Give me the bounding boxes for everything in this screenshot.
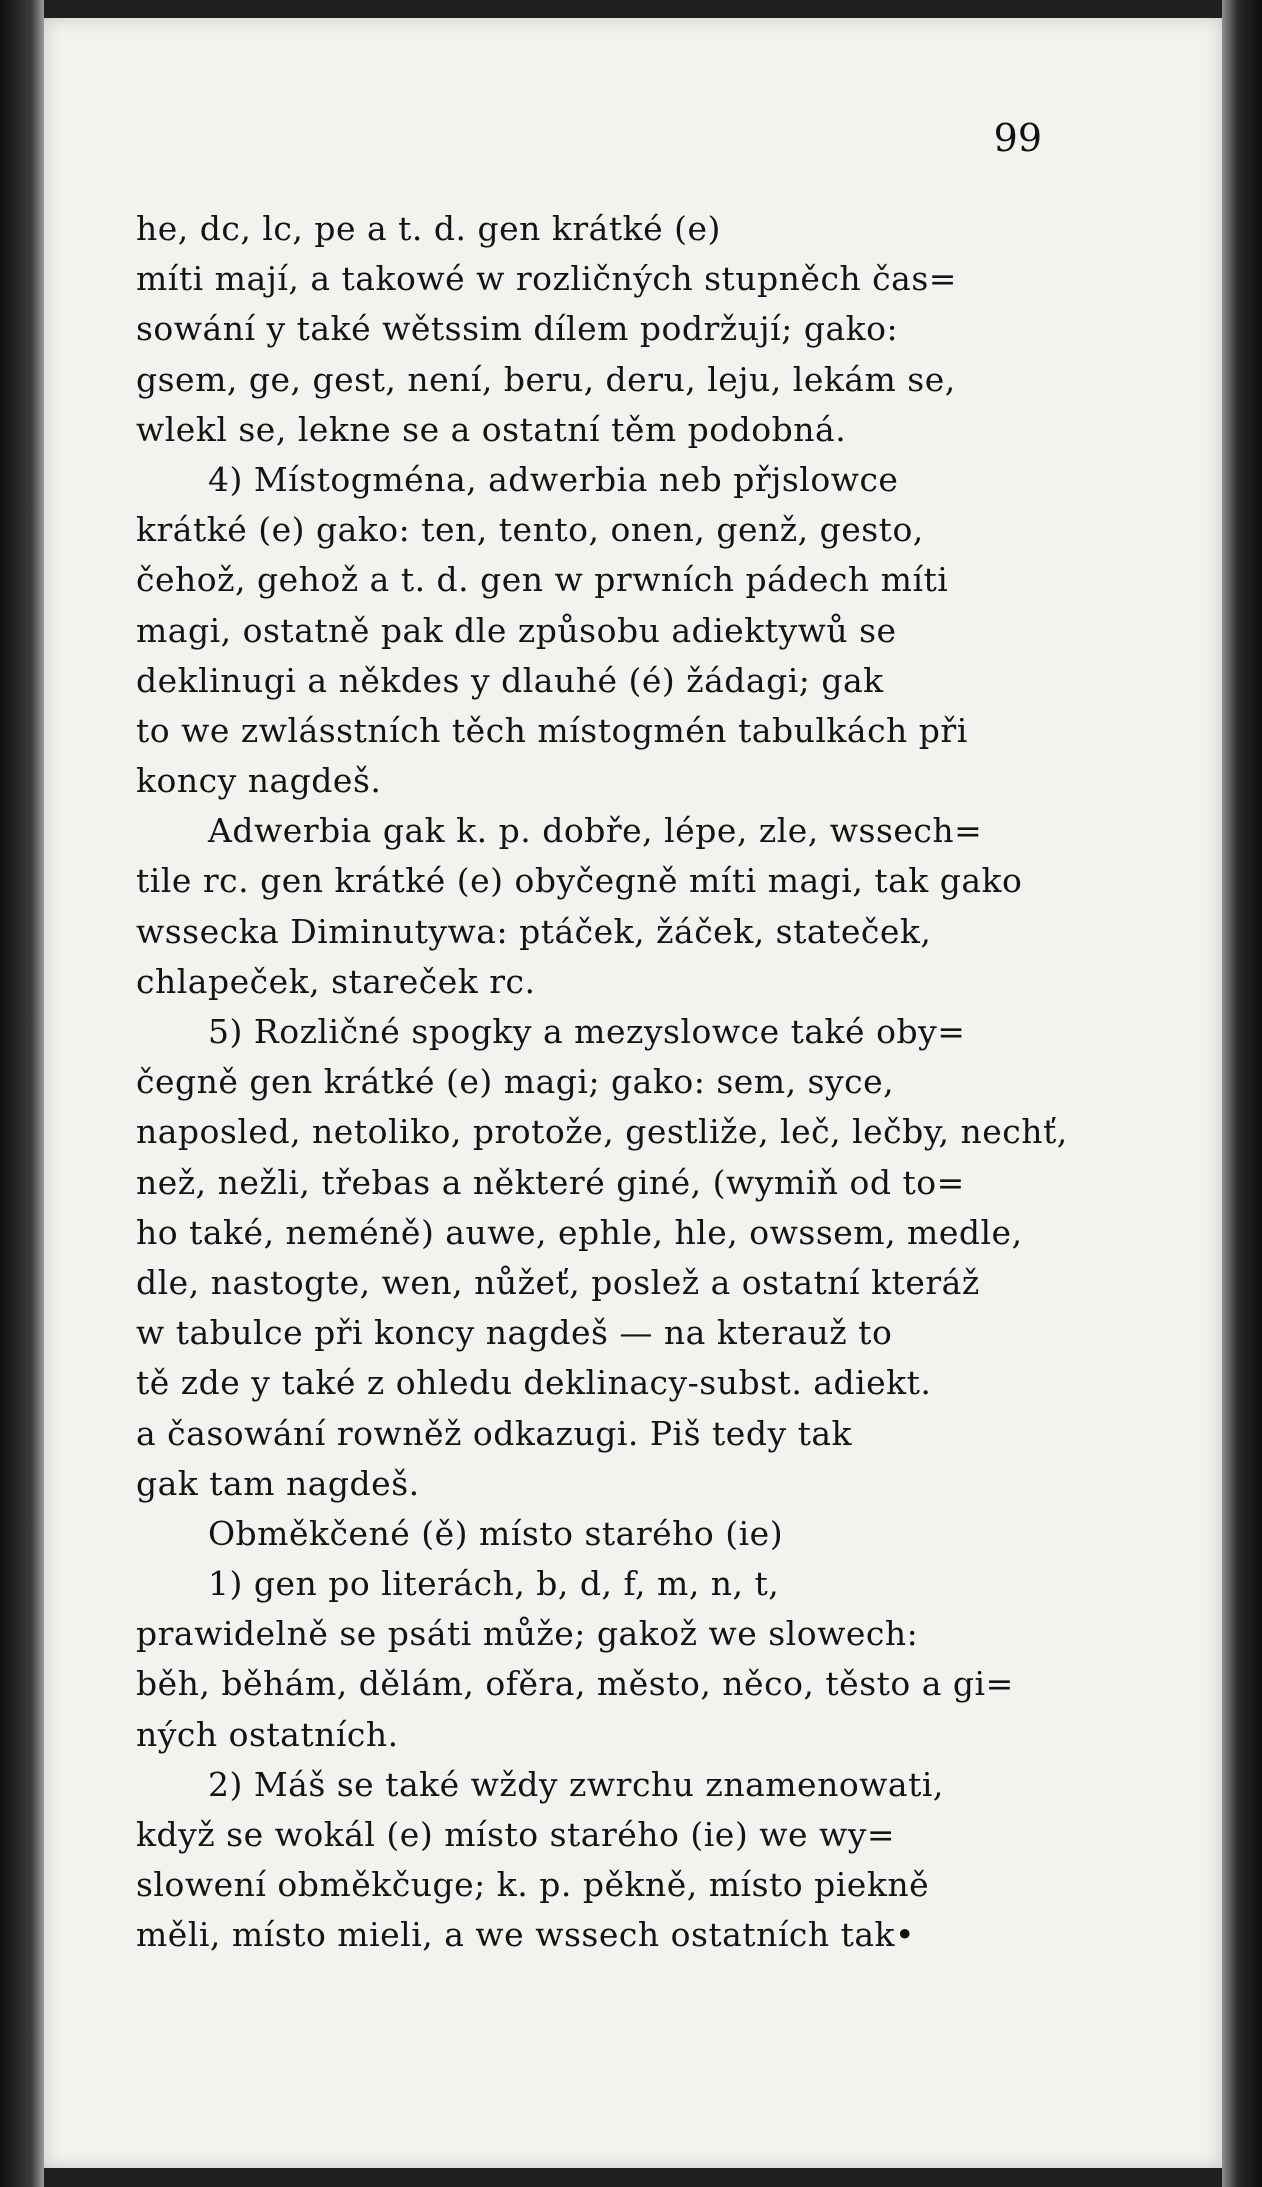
text-line: dle, nastogte, wen, nůžeť, poslež a ostatní kteráž <box>136 1262 980 1302</box>
text-line: 1) gen po literách, b, d, f, m, n, t, <box>208 1564 780 1604</box>
text-line: he, dc, lc, pe a t. d. gen krátké (e) <box>136 209 721 248</box>
text-line: gak tam nagdeš. <box>136 1463 420 1503</box>
page-number: 99 <box>993 116 1042 160</box>
text-line: běh, běhám, dělám, ofěra, město, něco, těsto a gi= <box>136 1664 1014 1704</box>
text-line: ných ostatních. <box>136 1714 399 1754</box>
text-line: w tabulce při koncy nagdeš — na kterauž to <box>136 1313 893 1353</box>
text-line: prawidelně se psáti může; gakož we slowech: <box>136 1614 919 1654</box>
text-line: sowání y také wětssim dílem podržují; gako: <box>136 309 899 349</box>
page-text-block <box>136 204 1136 1961</box>
text-line: deklinugi a někdes y dlauhé (é) žádagi; gak <box>136 660 884 700</box>
text-line: čehož, gehož a t. d. gen w prwních pádech míti <box>136 560 949 600</box>
text-line: 4) Místogména, adwerbia neb přjslowce <box>208 459 899 499</box>
text-line: měli, místo mieli, a we wssech ostatních tak• <box>136 1915 916 1955</box>
text-line: krátké (e) gako: ten, tento, onen, genž, gesto, <box>136 510 924 550</box>
text-line: ho také, neméně) auwe, ephle, hle, owssem, medle, <box>136 1212 1023 1252</box>
text-line: Obměkčené (ě) místo starého (ie) <box>208 1513 784 1553</box>
text-line: naposled, netoliko, protože, gestliže, leč, lečby, nechť, <box>136 1112 1068 1152</box>
text-line: 2) Máš se také wždy zwrchu znamenowati, <box>208 1764 944 1804</box>
text-line: to we zwlásstních těch místogmén tabulkách při <box>136 710 968 750</box>
text-line: čegně gen krátké (e) magi; gako: sem, syce, <box>136 1062 895 1102</box>
text-line: chlapeček, stareček rc. <box>136 961 536 1001</box>
scan-right-edge <box>1222 0 1262 2187</box>
text-line: míti mají, a takowé w rozličných stupněch čas= <box>136 259 957 299</box>
text-line: slowení obměkčuge; k. p. pěkně, místo piekně <box>136 1865 930 1905</box>
text-line: wlekl se, lekne se a ostatní těm podobná. <box>136 409 847 449</box>
text-line: Adwerbia gak k. p. dobře, lépe, zle, wssech= <box>208 811 983 851</box>
text-line: magi, ostatně pak dle způsobu adiektywů se <box>136 610 897 650</box>
scan-left-edge <box>0 0 44 2187</box>
text-line: než, nežli, třebas a některé giné, (wymiň od to= <box>136 1162 965 1202</box>
text-line: 5) Rozličné spogky a mezyslowce také oby= <box>208 1012 966 1051</box>
text-line: tě zde y také z ohledu deklinacy-subst. adiekt. <box>136 1363 932 1403</box>
text-line: když se wokál (e) místo starého (ie) we wy= <box>136 1815 896 1854</box>
text-line: wssecka Diminutywa: ptáček, žáček, stateček, <box>136 911 932 951</box>
text-line: tile rc. gen krátké (e) obyčegně míti magi, tak gako <box>136 861 1023 901</box>
book-page <box>44 18 1222 2168</box>
text-line: gsem, ge, gest, není, beru, deru, leju, lekám se, <box>136 359 956 399</box>
text-line: koncy nagdeš. <box>136 761 382 801</box>
text-line: a časowání rowněž odkazugi. Piš tedy tak <box>136 1413 853 1453</box>
